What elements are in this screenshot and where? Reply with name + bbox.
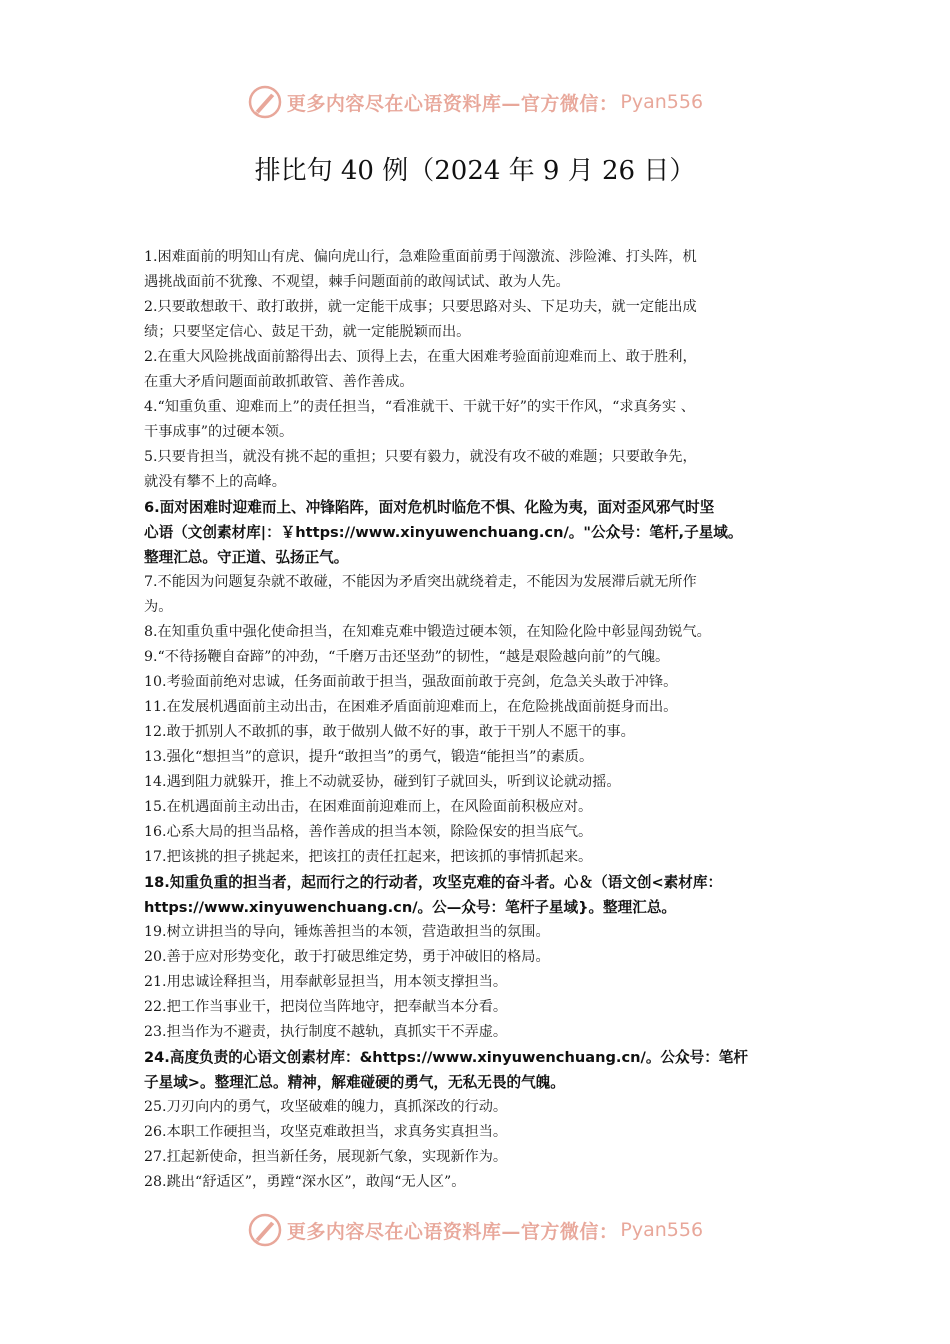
text-line: 22.把工作当事业干，把岗位当阵地守，把奉献当本分看。 [144, 999, 508, 1015]
text-line: 2.只要敢想敢干、敢打敢拼，就一定能干成事；只要思路对头、下足功夫，就一定能出成 [144, 299, 697, 315]
text-line: 11.在发展机遇面前主动出击，在困难矛盾面前迎难而上，在危险挑战面前挺身而出。 [144, 699, 678, 715]
text-line: 21.用忠诚诠释担当，用奉献彰显担当，用本领支撑担当。 [144, 974, 508, 990]
text-line: 7.不能因为问题复杂就不敢碰，不能因为矛盾突出就绕着走，不能因为发展滞后就无所作 [144, 574, 697, 590]
text-line: 干事成事”的过硬本领。 [144, 424, 294, 440]
text-line: 25.刀刃向内的勇气，攻坚破难的魄力，真抓深改的行动。 [144, 1099, 508, 1115]
text-line: 4.“知重负重、迎难而上”的责任担当，“看准就干、干就干好”的实干作风，“求真务实 、 [144, 399, 695, 415]
banner-text: 更多内容尽在心语资料库—官方微信： [286, 1220, 619, 1243]
pen-circle-logo-icon [247, 1212, 283, 1248]
text-line: 8.在知重负重中强化使命担当，在知难克难中锻造过硬本领，在知险化险中彰显闯劲锐气。 [144, 624, 711, 640]
text-line: 9.“不待扬鞭自奋蹄”的冲劲，“千磨万击还坚劲”的韧性，“越是艰险越向前”的气魄。 [144, 649, 670, 665]
page-title: 排比句 40 例（2024 年 9 月 26 日） [254, 156, 696, 186]
text-line: 绩；只要坚定信心、鼓足干劲，就一定能脱颖而出。 [144, 324, 471, 340]
text-line: 遇挑战面前不犹豫、不观望，棘手问题面前的敢闯试试、敢为人先。 [144, 274, 570, 290]
text-line: https://www.xinyuwenchuang.cn/。公—众号：笔杆子星域}。整理汇总。 [144, 899, 677, 916]
text-line: 23.担当作为不避责，执行制度不越轨，真抓实干不弄虚。 [144, 1024, 508, 1040]
banner-text: 更多内容尽在心语资料库—官方微信： [286, 92, 619, 115]
text-line: 24.高度负责的心语文创素材库：&https://www.xinyuwenchuang.cn/。公众号：笔杆 [144, 1049, 748, 1066]
text-line: 整理汇总。守正道、弘扬正气。 [144, 549, 349, 566]
text-line: 15.在机遇面前主动出击，在困难面前迎难而上，在风险面前积极应对。 [144, 799, 593, 815]
text-line: 2.在重大风险挑战面前豁得出去、顶得上去，在重大困难考验面前迎难而上、敢于胜利， [144, 349, 697, 365]
text-line: 17.把该挑的担子挑起来，把该扛的责任扛起来，把该抓的事情抓起来。 [144, 849, 593, 865]
header-banner [0, 82, 950, 122]
text-line: 心语（文创素材库|：￥https://www.xinyuwenchuang.cn/。"公众号：笔杆,子星域。 [144, 524, 743, 541]
text-line: 28.跳出“舒适区”，勇蹚“深水区”，敢闯“无人区”。 [144, 1174, 466, 1190]
banner-wechat-handle: Pyan556 [620, 91, 704, 113]
text-line: 27.扛起新使命，担当新任务，展现新气象，实现新作为。 [144, 1149, 508, 1165]
text-line: 1.困难面前的明知山有虎、偏向虎山行，急难险重面前勇于闯激流、涉险滩、打头阵，机 [144, 249, 697, 265]
text-line: 16.心系大局的担当品格，善作善成的担当本领，除险保安的担当底气。 [144, 824, 593, 840]
text-line: 20.善于应对形势变化，敢于打破思维定势，勇于冲破旧的格局。 [144, 949, 550, 965]
banner-wechat-handle: Pyan556 [620, 1219, 704, 1241]
text-line: 就没有攀不上的高峰。 [144, 474, 286, 490]
pen-circle-logo-icon [247, 84, 283, 120]
text-line: 6.面对困难时迎难而上、冲锋陷阵，面对危机时临危不惧、化险为夷，面对歪风邪气时坚 [144, 499, 715, 516]
text-line: 为。 [144, 599, 173, 615]
text-line: 14.遇到阻力就躲开，推上不动就妥协，碰到钉子就回头，听到议论就动摇。 [144, 774, 621, 790]
text-line: 子星域>。整理汇总。精神，解难碰硬的勇气，无私无畏的气魄。 [144, 1074, 565, 1091]
document-body [144, 245, 812, 1195]
text-line: 在重大矛盾问题面前敢抓敢管、善作善成。 [144, 374, 414, 390]
text-line: 13.强化“想担当”的意识，提升“敢担当”的勇气，锻造“能担当”的素质。 [144, 749, 594, 765]
text-line: 18.知重负重的担当者，起而行之的行动者，攻坚克难的奋斗者。心＆（语文创<素材库： [144, 874, 723, 891]
footer-banner [0, 1210, 950, 1250]
text-line: 5.只要肯担当，就没有挑不起的重担；只要有毅力，就没有攻不破的难题；只要敢争先， [144, 449, 697, 465]
text-line: 19.树立讲担当的导向，锤炼善担当的本领，营造敢担当的氛围。 [144, 924, 550, 940]
text-line: 12.敢于抓别人不敢抓的事，敢于做别人做不好的事，敢于干别人不愿干的事。 [144, 724, 635, 740]
text-line: 26.本职工作硬担当，攻坚克难敢担当，求真务实真担当。 [144, 1124, 508, 1140]
text-line: 10.考验面前绝对忠诚，任务面前敢于担当，强敌面前敢于亮剑，危急关头敢于冲锋。 [144, 674, 678, 690]
